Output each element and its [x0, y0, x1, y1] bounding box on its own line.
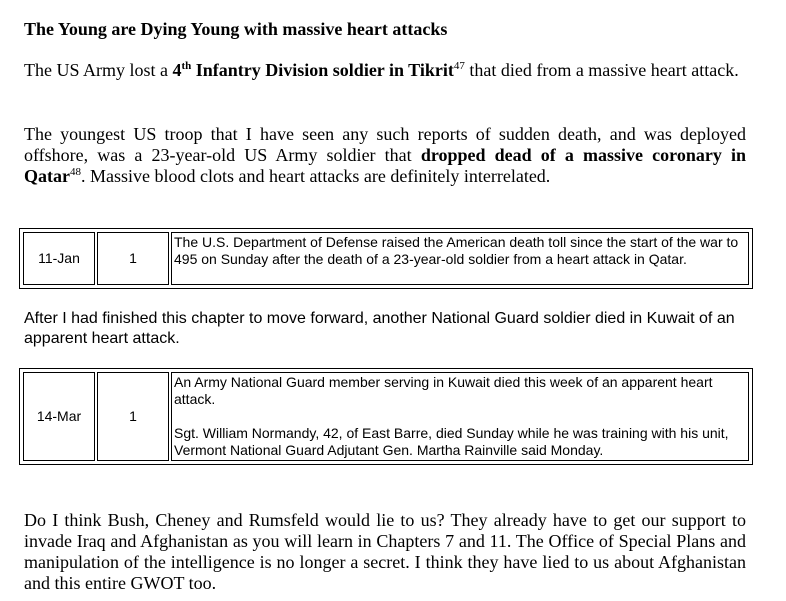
- paragraph-kuwait: After I had finished this chapter to move forward, another National Guard soldier died in Kuwait of an apparent heart attack.: [24, 310, 735, 347]
- paragraph-qatar: [24, 124, 746, 187]
- table-row: [23, 372, 749, 461]
- p1-bold: [173, 60, 454, 80]
- table-qatar-death: [19, 228, 753, 289]
- p2-post: . Massive blood clots and heart attacks are definitely interrelated.: [80, 166, 551, 186]
- table-text: The U.S. Department of Defense raised the American death toll since the start of the war to 495 on Sunday after the death of a 23-year-old soldier from a heart attack in Qatar.: [174, 234, 739, 267]
- section-heading: The Young are Dying Young with massive heart attacks: [24, 19, 448, 39]
- p1-bold-rest: Infantry Division soldier in Tikrit: [191, 60, 454, 80]
- table-text-cell: [171, 372, 749, 461]
- table-count-cell: 1: [97, 232, 169, 285]
- paragraph-conclusion: Do I think Bush, Cheney and Rumsfeld would lie to us? They already have to get our support to invade Iraq and Afghanistan as you will learn in Chapters 7 and 11. The Office of Special Plans and manipulation of the intelligence is no longer a secret. I think they have lied to us about Afghanistan and this entire GWOT too.: [24, 510, 746, 593]
- table-kuwait-death: [19, 368, 753, 465]
- table-text-cell: [171, 232, 749, 285]
- p1-bold-sup: th: [181, 60, 192, 72]
- table-date-cell: 11-Jan: [23, 232, 95, 285]
- p1-pre: The US Army lost a: [24, 60, 173, 80]
- table-text-1: An Army National Guard member serving in Kuwait died this week of an apparent heart attack.: [174, 374, 713, 407]
- p1-bold-num: 4: [172, 60, 182, 80]
- p1-post: that died from a massive heart attack.: [464, 60, 739, 80]
- table-row: [23, 232, 749, 285]
- paragraph-tikrit: [24, 60, 746, 81]
- table-text-2: Sgt. William Normandy, 42, of East Barre, died Sunday while he was training with his unit, Vermont National Guard Adjutant Gen. Martha Rainville said Monday.: [174, 425, 729, 458]
- p2-bold: dropped dead of a massive coronary in Qatar: [24, 145, 746, 186]
- footnote-48: 48: [69, 166, 81, 178]
- table-count-cell: 1: [97, 372, 169, 461]
- p2-pre: The youngest US troop that I have seen any such reports of sudden death, and was deployed offshore, was a 23-year-old US Army soldier that: [24, 124, 746, 165]
- footnote-47: 47: [453, 60, 465, 72]
- table-date-cell: 14-Mar: [23, 372, 95, 461]
